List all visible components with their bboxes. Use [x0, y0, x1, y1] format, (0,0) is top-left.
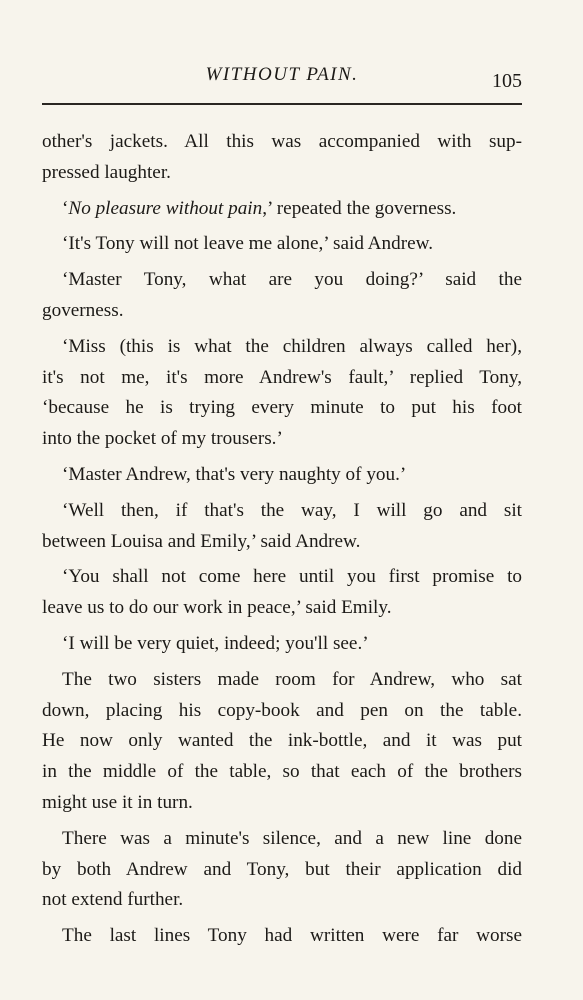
- text-line: ‘You shall not come here until you first promise to: [62, 566, 522, 588]
- paragraph: [42, 194, 522, 225]
- text-line: down, placing his copy-book and pen on the table.: [42, 699, 522, 721]
- text-line: in the middle of the table, so that each of the brothers: [42, 761, 522, 783]
- paragraph: [42, 665, 522, 819]
- text-line: The last lines Tony had written were far worse: [62, 925, 522, 947]
- text-line: might use it in turn.: [42, 791, 193, 813]
- paragraph: [42, 496, 522, 558]
- paragraph: [42, 562, 522, 624]
- paragraph: [42, 332, 522, 455]
- text-line: There was a minute's silence, and a new line done: [62, 827, 522, 849]
- paragraph: [42, 460, 522, 491]
- header-rule: [42, 103, 522, 105]
- text-line: ‘It's Tony will not leave me alone,’ said Andrew.: [62, 233, 434, 255]
- body-text: [42, 127, 522, 957]
- text-line: ‘Well then, if that's the way, I will go and sit: [62, 499, 522, 521]
- text-line: between Louisa and Emily,’ said Andrew.: [42, 530, 361, 552]
- text-line: ‘I will be very quiet, indeed; you'll see.’: [62, 632, 369, 654]
- text-line: ‘Miss (this is what the children always called her),: [62, 335, 522, 357]
- paragraph: [42, 629, 522, 660]
- text-line: leave us to do our work in peace,’ said Emily.: [42, 597, 392, 619]
- text-line: [42, 194, 522, 225]
- text-line: not extend further.: [42, 889, 184, 911]
- text-segment: ‘: [62, 197, 69, 219]
- text-line: He now only wanted the ink-bottle, and it was put: [42, 730, 522, 752]
- italic-phrase: No pleasure without pain: [68, 197, 263, 219]
- text-line: by both Andrew and Tony, but their application did: [42, 858, 522, 880]
- text-line: other's jackets. All this was accompanied with sup-: [42, 131, 522, 152]
- text-line: it's not me, it's more Andrew's fault,’ replied Tony,: [42, 366, 522, 388]
- text-segment: ,’ repeated the governess.: [262, 197, 457, 219]
- text-line: ‘Master Andrew, that's very naughty of you.’: [62, 463, 407, 485]
- text-line: governess.: [42, 299, 124, 321]
- running-head: WITHOUT PAIN.: [205, 64, 359, 85]
- paragraph: [42, 824, 522, 916]
- text-line: into the pocket of my trousers.’: [42, 428, 283, 450]
- page-number: 105: [492, 70, 522, 92]
- text-line: ‘Master Tony, what are you doing?’ said the: [62, 269, 522, 291]
- paragraph: [42, 265, 522, 327]
- paragraph: [42, 921, 522, 952]
- page-header: [42, 60, 522, 100]
- paragraph: [42, 229, 522, 260]
- text-line: The two sisters made room for Andrew, who sat: [62, 668, 522, 690]
- text-line: pressed laughter.: [42, 161, 171, 183]
- text-line: ‘because he is trying every minute to put his foot: [42, 397, 522, 419]
- paragraph: [42, 127, 522, 189]
